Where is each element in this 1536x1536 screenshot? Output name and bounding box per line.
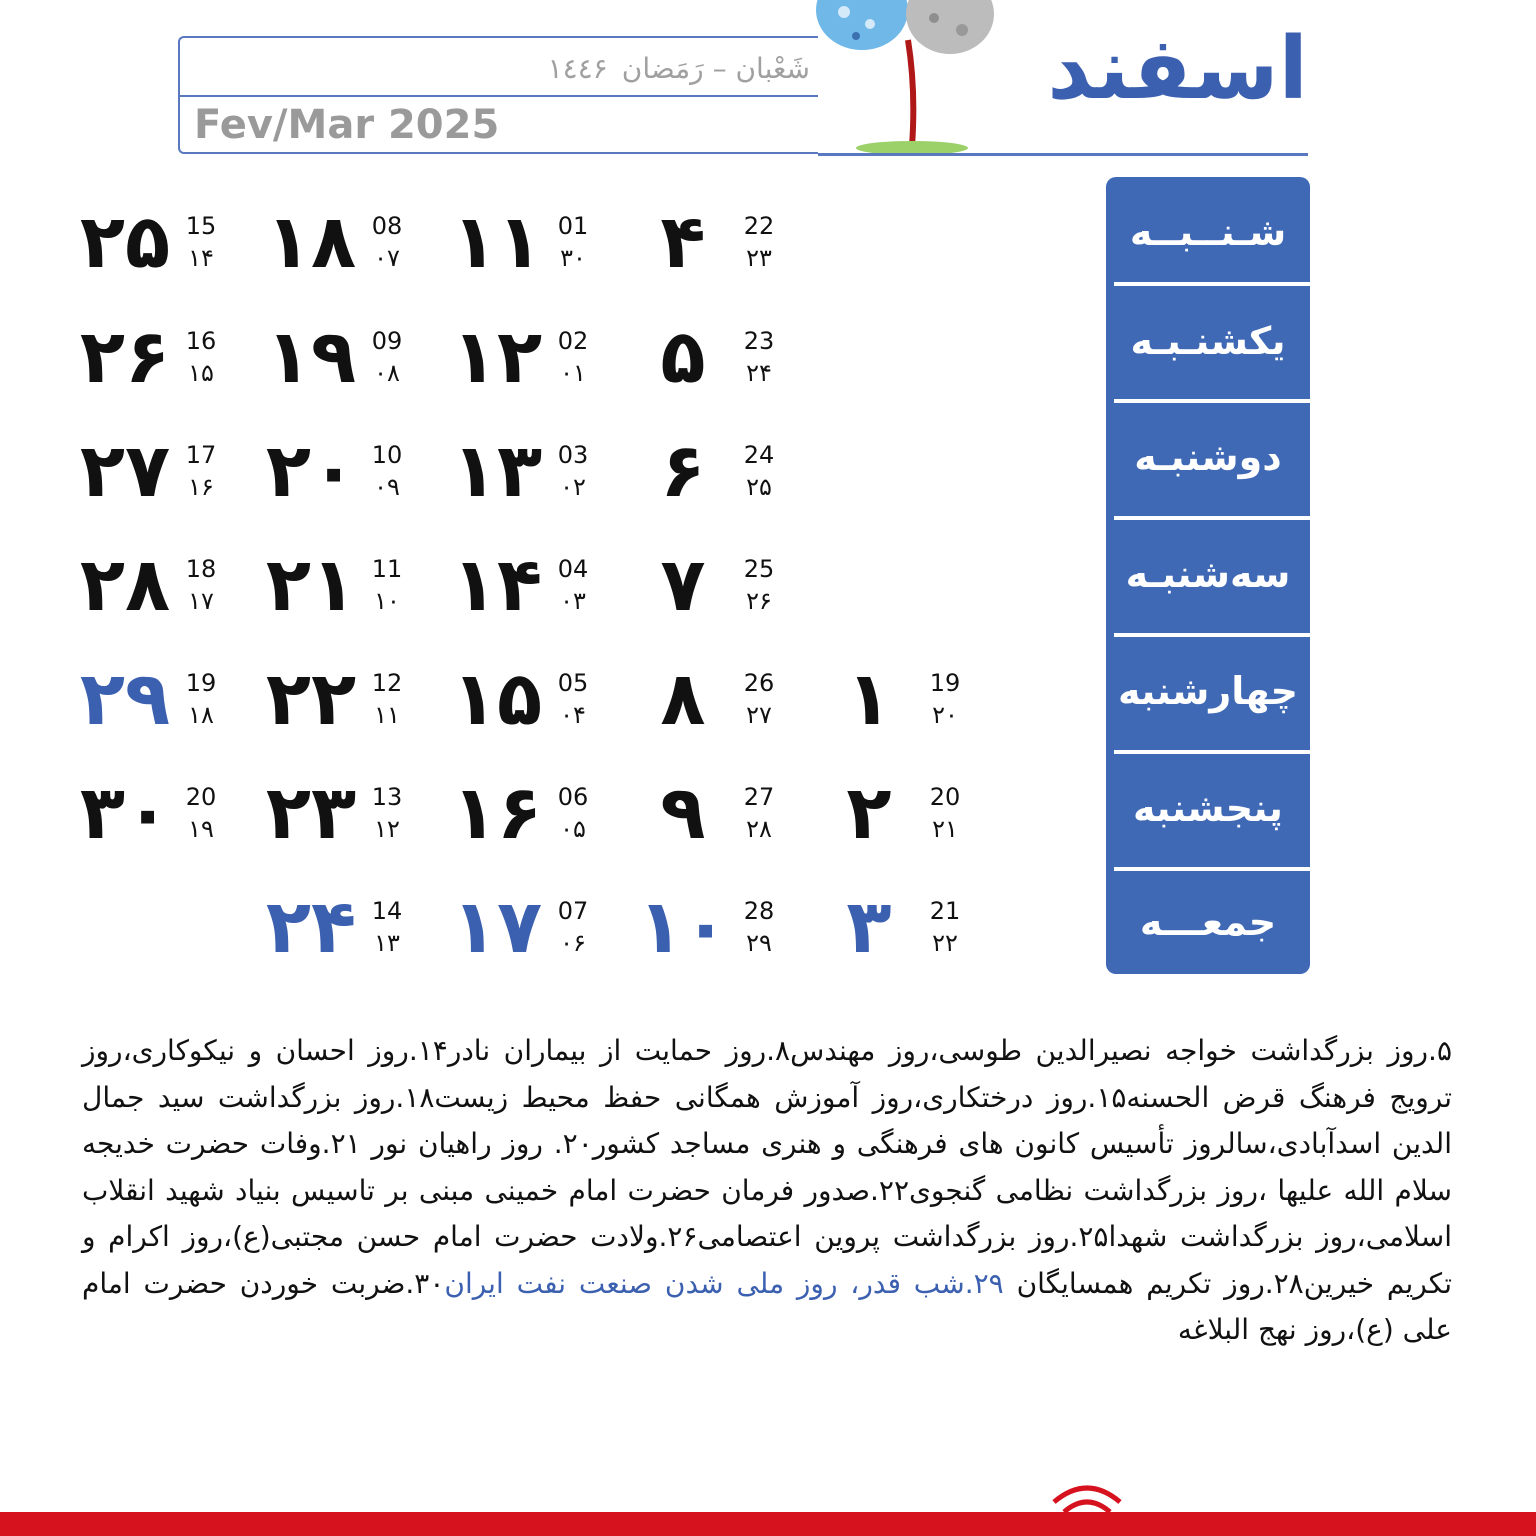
gregorian-day: 11 [371,555,403,583]
hijri-day: ۱۲ [374,815,400,843]
calendar-day [442,426,612,516]
jalali-day: ۵ [660,314,706,400]
hijri-day: ۰۲ [560,473,586,501]
weekday-monday: دوشنبـه [1134,434,1282,479]
calendar-day [628,426,798,516]
calendar-day [628,197,798,287]
weekday-sunday: یکشنـبـه [1130,318,1286,363]
hijri-day: ۲۵ [746,473,772,501]
gregorian-day: 22 [743,212,775,240]
tree-illustration [812,0,1012,158]
hijri-day: ۰۷ [374,244,400,272]
jalali-day: ۶ [660,428,706,514]
hijri-day: ۲۹ [746,929,772,957]
gregorian-day: 12 [371,669,403,697]
calendar-day [442,540,612,630]
weekday-divider [1114,282,1310,286]
calendar-day [628,540,798,630]
hijri-day: ۱۳ [374,929,400,957]
jalali-day: ۲۲ [265,656,357,742]
hijri-day: ۱۸ [188,701,214,729]
jalali-day: ۱۲ [451,314,543,400]
gregorian-day: 27 [743,783,775,811]
gregorian-day: 03 [557,441,589,469]
calendar-day [442,197,612,287]
hijri-day: ۱۹ [188,815,214,843]
jalali-day: ۲۷ [79,428,171,514]
calendar-day [256,540,426,630]
events-list [82,1028,1452,1354]
gregorian-day: 24 [743,441,775,469]
hijri-months-line [180,42,810,94]
calendar-day [256,312,426,402]
gregorian-day: 26 [743,669,775,697]
weekday-divider [1114,399,1310,403]
weekday-divider [1114,633,1310,637]
calendar-day [70,540,240,630]
jalali-day: ۷ [660,542,706,628]
jalali-day: ۲۴ [265,884,357,970]
gregorian-day: 17 [185,441,217,469]
jalali-day: ۱۷ [451,884,543,970]
gregorian-day: 14 [371,897,403,925]
jalali-day: ۱۱ [451,199,543,285]
calendar-day [442,312,612,402]
hijri-day: ۰۴ [560,701,586,729]
jalali-day: ۲۱ [265,542,357,628]
hijri-day: ۲۳ [746,244,772,272]
tree-trunk [908,40,913,146]
gregorian-day: 19 [185,669,217,697]
hijri-day: ۲۴ [746,359,772,387]
hijri-day: ۰۹ [374,473,400,501]
footer-bar [0,1512,1536,1536]
jalali-day: ۱۵ [451,656,543,742]
calendar-day [814,768,984,858]
calendar-day [628,312,798,402]
jalali-day: ۱۹ [265,314,357,400]
hijri-day: ۲۰ [932,701,958,729]
jalali-day: ۲۰ [265,428,357,514]
gregorian-day: 15 [185,212,217,240]
calendar-day [70,768,240,858]
calendar-day [814,882,984,972]
jalali-day: ۱۳ [451,428,543,514]
winter-canopy [906,0,994,54]
calendar-day [628,882,798,972]
jalali-day: ۱۸ [265,199,357,285]
hijri-day: ۱۴ [188,244,214,272]
gregorian-day: 05 [557,669,589,697]
hijri-day: ۱۰ [374,587,400,615]
jalali-day: ۲۸ [79,542,171,628]
jalali-day: ۱ [846,656,892,742]
jalali-day: ۹ [660,770,706,856]
jalali-day: ۱۶ [451,770,543,856]
jalali-day: ۸ [660,656,706,742]
gregorian-day: 10 [371,441,403,469]
hijri-day: ۱۶ [188,473,214,501]
hijri-day: ۲۶ [746,587,772,615]
gregorian-day: 06 [557,783,589,811]
calendar-day [70,197,240,287]
jalali-day: ۲۳ [265,770,357,856]
jalali-day: ۴ [660,199,706,285]
gregorian-day: 08 [371,212,403,240]
hijri-year: ١٤٤۶ [547,51,608,85]
hijri-day: ۱۷ [188,587,214,615]
weekday-divider [1114,750,1310,754]
hijri-day: ۰۵ [560,815,586,843]
calendar-day [628,768,798,858]
box-divider [180,95,818,97]
weekday-panel [1106,177,1310,974]
gregorian-day: 20 [929,783,961,811]
jalali-day: ۲ [846,770,892,856]
hijri-day: ۱۱ [374,701,400,729]
snow-canopy [816,0,908,50]
hijri-day: ۲۷ [746,701,772,729]
gregorian-day: 19 [929,669,961,697]
calendar-day [70,654,240,744]
header-rule [818,153,1308,156]
calendar-day [256,197,426,287]
events-highlight: ۲۹.شب قدر، روز ملی شدن صنعت نفت ایران [444,1266,1004,1300]
events-tail: ۳۰.ضربت خوردن حضرت امام علی (ع)،روز نهج البلاغه [82,1266,1452,1346]
jalali-day: ۱۴ [451,542,543,628]
gregorian-day: 20 [185,783,217,811]
gregorian-day: 23 [743,327,775,355]
hijri-day: ۰۸ [374,359,400,387]
gregorian-day: 28 [743,897,775,925]
calendar-day [256,426,426,516]
gregorian-day: 02 [557,327,589,355]
jalali-day: ۲۹ [79,656,171,742]
hijri-day: ۳۰ [560,244,586,272]
calendar-day [814,654,984,744]
calendar-day [256,768,426,858]
weekday-saturday: شـنــبــه [1129,209,1287,254]
calendar-day [70,312,240,402]
date-info-box [178,36,818,154]
gregorian-day: 07 [557,897,589,925]
month-title: اسفند [1047,19,1308,119]
gregorian-day: 04 [557,555,589,583]
hijri-day: ۱۵ [188,359,214,387]
hijri-day: ۰۶ [560,929,586,957]
calendar-day [70,426,240,516]
calendar-day [442,882,612,972]
gregorian-day: 18 [185,555,217,583]
jalali-day: ۳۰ [79,770,171,856]
calendar-day [628,654,798,744]
gregorian-day: 21 [929,897,961,925]
hijri-day: ۰۳ [560,587,586,615]
events-text: ۵.روز بزرگداشت خواجه نصیرالدین طوسی،روز مهندس۸.روز حمایت از بیماران نادر۱۴.روز احسان و نیکوکاری،روز ترویج فرهنگ قرض الحسنه۱۵.روز درختکاری،روز آموزش همگانی حفظ محیط زیست۱۸.روز بزرگداشت سید جمال الدین اسدآبادی،سالروز تأسیس کانون های فرهنگی و هنری مساجد کشور۲۰. روز راهیان نور ۲۱.وفات حضرت خدیجه سلام الله علیها ،روز بزرگداشت نظامی گنجوی۲۲.صدور فرمان حضرت امام خمینی مبنی بر تاسیس بنیاد شهید انقلاب اسلامی،روز بزرگداشت شهدا۲۵.روز بزرگداشت پروین اعتصامی۲۶.ولادت حضرت امام حسن مجتبی(ع)،روز اکرام و تکریم خیرین۲۸.روز تکریم همسایگان [82,1034,1453,1300]
gregorian-day: 09 [371,327,403,355]
hijri-months: شَعْبان – رَمَضان [621,51,810,85]
jalali-day: ۲۵ [79,199,171,285]
gregorian-day: 13 [371,783,403,811]
hijri-day: ۰۱ [560,359,586,387]
hijri-day: ۲۱ [932,815,958,843]
gregorian-label: Fev/Mar 2025 [194,102,500,148]
hijri-day: ۲۸ [746,815,772,843]
jalali-day: ۳ [846,884,892,970]
gregorian-day: 01 [557,212,589,240]
calendar-day [256,882,426,972]
calendar-day [442,768,612,858]
calendar-day [442,654,612,744]
weekday-friday: جمعـــه [1139,899,1277,944]
calendar-day [256,654,426,744]
gregorian-day: 25 [743,555,775,583]
weekday-wednesday: چهارشنبه [1117,668,1299,713]
hijri-day: ۲۲ [932,929,958,957]
weekday-divider [1114,516,1310,520]
gregorian-day: 16 [185,327,217,355]
weekday-tuesday: سه‌شنبـه [1125,551,1291,596]
jalali-day: ۱۰ [637,884,729,970]
weekday-thursday: پنجشنبه [1133,785,1283,830]
jalali-day: ۲۶ [79,314,171,400]
